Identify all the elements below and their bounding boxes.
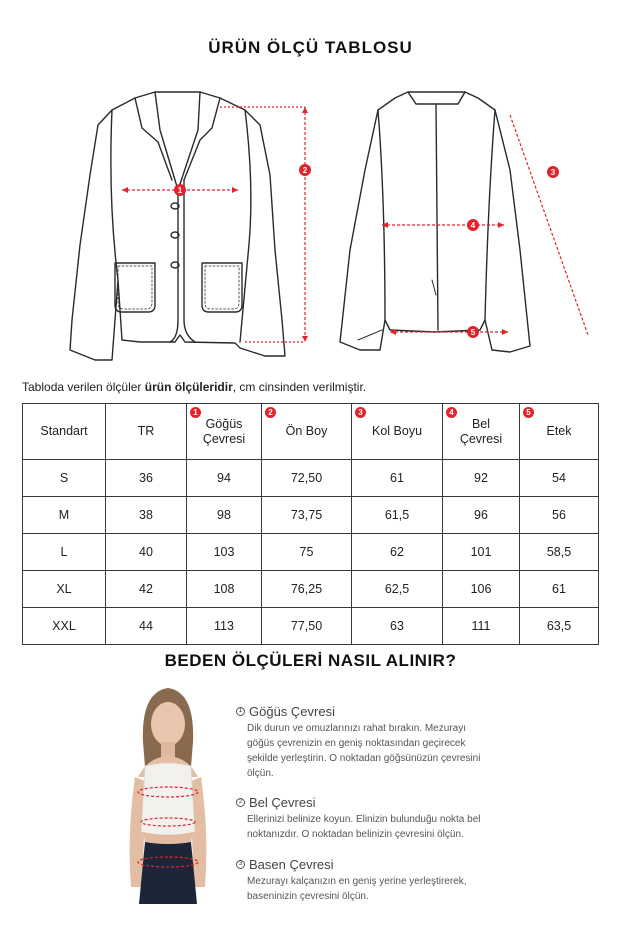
marker-label-2: 2 <box>302 166 308 175</box>
note-prefix: Tabloda verilen ölçüler <box>22 380 145 394</box>
table-note <box>22 380 366 394</box>
guide-waist-title: Bel Çevresi <box>249 795 316 810</box>
table-cell: 77,50 <box>262 608 352 645</box>
guide-waist-num: 2 <box>236 798 245 807</box>
model-photo <box>113 682 223 904</box>
header-gogus <box>187 404 262 460</box>
table-cell: 42 <box>106 571 187 608</box>
table-cell: 94 <box>187 460 262 497</box>
table-cell: 108 <box>187 571 262 608</box>
table-cell: 103 <box>187 534 262 571</box>
page-title: ÜRÜN ÖLÇÜ TABLOSU <box>208 38 413 57</box>
table-cell: 63 <box>352 608 443 645</box>
badge-3: 3 <box>355 407 366 418</box>
table-row <box>23 571 599 608</box>
table-cell: 62,5 <box>352 571 443 608</box>
guide-waist-heading <box>236 795 536 810</box>
marker-label-1: 1 <box>177 186 183 195</box>
guide-chest-desc <box>247 721 536 781</box>
guide-waist-desc <box>247 812 536 842</box>
jacket-front-illustration <box>70 92 285 360</box>
table-cell: 73,75 <box>262 497 352 534</box>
table-cell: S <box>23 460 106 497</box>
header-kol-boyu-label: Kol Boyu <box>371 424 423 438</box>
table-row <box>23 497 599 534</box>
marker-label-4: 4 <box>470 221 476 230</box>
table-cell: 61,5 <box>352 497 443 534</box>
header-on-boy <box>262 404 352 460</box>
desc-line: ölçün. <box>247 768 274 779</box>
table-cell: XL <box>23 571 106 608</box>
table-cell: 96 <box>443 497 520 534</box>
jacket-diagram <box>60 80 600 380</box>
table-row <box>23 460 599 497</box>
table-cell: L <box>23 534 106 571</box>
table-cell: 101 <box>443 534 520 571</box>
guide-chest-num: 1 <box>236 707 245 716</box>
table-cell: 113 <box>187 608 262 645</box>
table-cell: 75 <box>262 534 352 571</box>
table-header-row <box>23 404 599 460</box>
table-cell: 44 <box>106 608 187 645</box>
desc-line: Mezurayı kalçanızın en geniş yerine yerleştirerek, <box>247 876 467 887</box>
marker-label-5: 5 <box>470 328 476 337</box>
table-cell: 61 <box>352 460 443 497</box>
guide-waist <box>236 795 536 842</box>
table-cell: 38 <box>106 497 187 534</box>
header-gogus-label: Göğüs Çevresi <box>202 416 246 446</box>
table-cell: 36 <box>106 460 187 497</box>
header-on-boy-label: Ön Boy <box>285 424 328 438</box>
desc-line: Ellerinizi belinize koyun. Elinizin bulunduğu nokta bel <box>247 814 481 825</box>
table-cell: 63,5 <box>520 608 599 645</box>
badge-2: 2 <box>265 407 276 418</box>
table-cell: 61 <box>520 571 599 608</box>
note-bold: ürün ölçüleridir <box>144 380 233 394</box>
marker-label-3: 3 <box>550 168 556 177</box>
table-row <box>23 534 599 571</box>
table-cell: 56 <box>520 497 599 534</box>
note-suffix: , cm cinsinden verilmiştir. <box>232 380 367 394</box>
table-cell: 111 <box>443 608 520 645</box>
table-cell: 58,5 <box>520 534 599 571</box>
guide-hips-heading <box>236 857 536 872</box>
guide-chest-heading <box>236 704 536 719</box>
guide-hips-desc <box>247 874 536 904</box>
header-standart: Standart <box>23 404 106 460</box>
table-cell: 40 <box>106 534 187 571</box>
table-cell: 54 <box>520 460 599 497</box>
table-cell: M <box>23 497 106 534</box>
desc-line: Dik durun ve omuzlarınızı rahat bırakın. Mezurayı <box>247 723 466 734</box>
table-cell: 92 <box>443 460 520 497</box>
table-cell: 106 <box>443 571 520 608</box>
table-cell: 76,25 <box>262 571 352 608</box>
table-cell: 98 <box>187 497 262 534</box>
guide-hips-num: 3 <box>236 860 245 869</box>
table-cell: 72,50 <box>262 460 352 497</box>
header-etek <box>520 404 599 460</box>
desc-line: göğüs çevrenizin en geniş noktasından geçirecek <box>247 738 466 749</box>
header-tr: TR <box>106 404 187 460</box>
guide-hips <box>236 857 536 904</box>
guide-hips-title: Basen Çevresi <box>249 857 334 872</box>
jacket-back-illustration <box>340 92 530 352</box>
measure-line-sleeve <box>510 115 588 335</box>
badge-5: 5 <box>523 407 534 418</box>
table-row <box>23 608 599 645</box>
desc-line: baseninizin çevresini ölçün. <box>247 891 369 902</box>
desc-line: şekilde yerleştirin. O noktadan göğsünüzün çevresini <box>247 753 481 764</box>
table-cell: XXL <box>23 608 106 645</box>
size-table <box>22 403 599 645</box>
guide-chest <box>236 704 536 781</box>
how-to-title: BEDEN ÖLÇÜLERİ NASIL ALINIR? <box>164 651 457 670</box>
badge-4: 4 <box>446 407 457 418</box>
header-kol-boyu <box>352 404 443 460</box>
header-etek-label: Etek <box>546 424 572 438</box>
header-bel-label: Bel Çevresi <box>459 416 503 446</box>
badge-1: 1 <box>190 407 201 418</box>
guide-chest-title: Göğüs Çevresi <box>249 704 335 719</box>
desc-line: noktanızdır. O noktadan belinizin çevresini ölçün. <box>247 829 464 840</box>
table-cell: 62 <box>352 534 443 571</box>
header-bel <box>443 404 520 460</box>
